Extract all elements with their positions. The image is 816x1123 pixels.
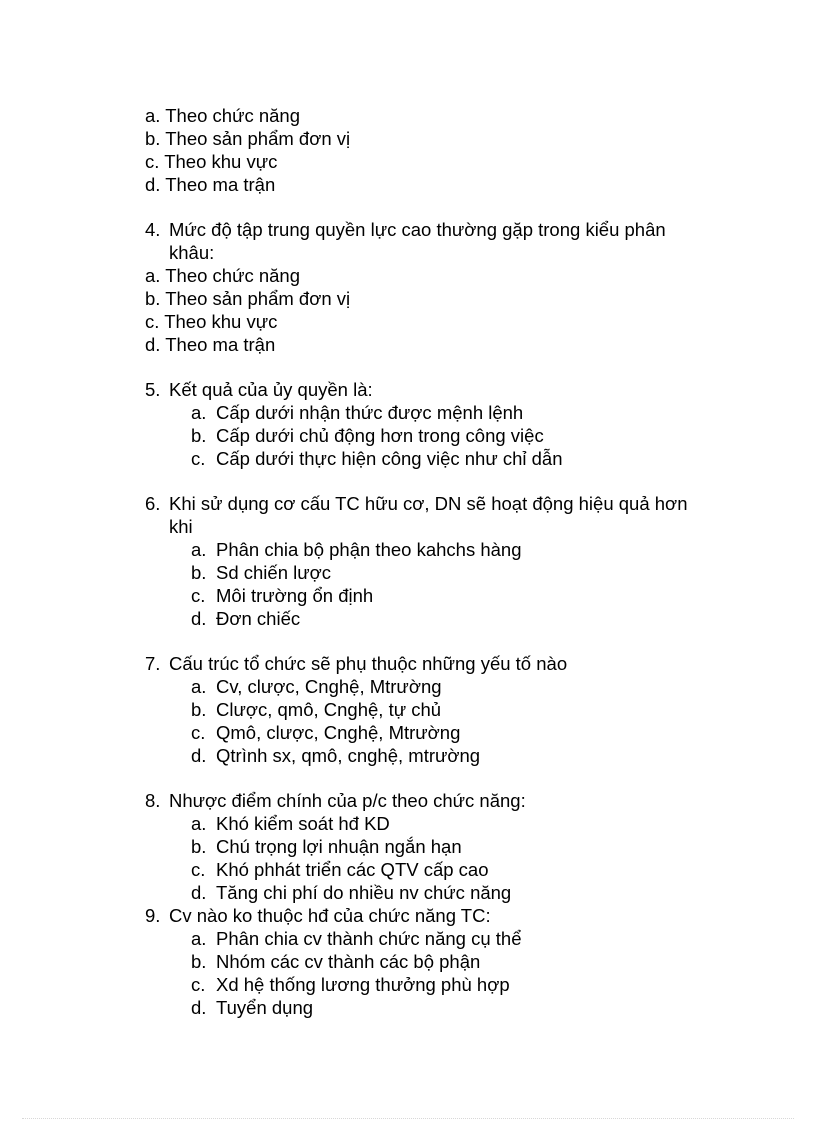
question-4 — [145, 218, 666, 241]
option-letter: b. — [191, 699, 207, 720]
question-text: Kết quả của ủy quyền là: — [169, 379, 373, 400]
q5-option-b — [191, 424, 544, 447]
option-text: Khó kiểm soát hđ KD — [216, 813, 390, 834]
question-text: Cấu trúc tổ chức sẽ phụ thuộc những yếu tố nào — [169, 653, 568, 674]
option-text: Cv, clược, Cnghệ, Mtrường — [216, 676, 442, 697]
question-number: 5. — [145, 379, 161, 400]
q8-option-b — [191, 835, 462, 858]
page-bottom-rule — [22, 1118, 794, 1119]
question-9 — [145, 904, 491, 927]
option-letter: d. — [191, 997, 207, 1018]
option-letter: d. — [191, 882, 207, 903]
question-8 — [145, 789, 526, 812]
q5-option-c — [191, 447, 563, 470]
option-text: Cấp dưới chủ động hơn trong công việc — [216, 425, 544, 446]
option-text: Khó phhát triển các QTV cấp cao — [216, 859, 489, 880]
question-text: Khi sử dụng cơ cấu TC hữu cơ, DN sẽ hoạt động hiệu quả hơn — [169, 493, 688, 514]
option-text: Nhóm các cv thành các bộ phận — [216, 951, 481, 972]
q4-option-d: d. Theo ma trận — [145, 334, 276, 355]
option-letter: b. — [191, 836, 207, 857]
option-text: Môi trường ổn định — [216, 585, 374, 606]
q4-option-b: b. Theo sản phẩm đơn vị — [145, 288, 351, 309]
option-text: Xd hệ thống lương thưởng phù hợp — [216, 974, 510, 995]
option-letter: a. — [191, 928, 207, 949]
question-6-continuation: khi — [169, 516, 193, 537]
option-text: Qtrình sx, qmô, cnghệ, mtrường — [216, 745, 481, 766]
option-letter: c. — [191, 859, 206, 880]
option-text: Phân chia bộ phận theo kahchs hàng — [216, 539, 522, 560]
question-number: 7. — [145, 653, 161, 674]
question-7 — [145, 652, 567, 675]
option-letter: a. — [191, 676, 207, 697]
q7-option-a — [191, 675, 442, 698]
option-text: Tăng chi phí do nhiều nv chức năng — [216, 882, 512, 903]
option-text: Qmô, clược, Cnghệ, Mtrường — [216, 722, 461, 743]
option-letter: b. — [191, 562, 207, 583]
q9-option-d — [191, 996, 313, 1019]
option-text: Phân chia cv thành chức năng cụ thể — [216, 928, 522, 949]
q9-option-c — [191, 973, 510, 996]
question-number: 8. — [145, 790, 161, 811]
q7-option-c — [191, 721, 460, 744]
option-letter: d. — [191, 745, 207, 766]
option-letter: a. — [191, 539, 207, 560]
q4-option-a: a. Theo chức năng — [145, 265, 301, 286]
top-option-d: d. Theo ma trận — [145, 174, 276, 195]
q6-option-a — [191, 538, 522, 561]
q8-option-a — [191, 812, 390, 835]
option-text: Đơn chiếc — [216, 608, 301, 629]
q6-option-b — [191, 561, 331, 584]
q9-option-b — [191, 950, 480, 973]
q7-option-b — [191, 698, 441, 721]
question-5 — [145, 378, 373, 401]
option-text: Cấp dưới nhận thức được mệnh lệnh — [216, 402, 524, 423]
question-text: Mức độ tập trung quyền lực cao thường gặp trong kiểu phân — [169, 219, 666, 240]
top-option-c: c. Theo khu vực — [145, 151, 278, 172]
question-number: 4. — [145, 219, 161, 240]
option-text: Clược, qmô, Cnghệ, tự chủ — [216, 699, 442, 720]
question-4-continuation: khâu: — [169, 242, 215, 263]
option-letter: a. — [191, 813, 207, 834]
option-letter: c. — [191, 448, 206, 469]
q5-option-a — [191, 401, 523, 424]
option-letter: c. — [191, 974, 206, 995]
option-letter: c. — [191, 585, 206, 606]
option-letter: b. — [191, 425, 207, 446]
question-text: Cv nào ko thuộc hđ của chức năng TC: — [169, 905, 491, 926]
option-text: Sd chiến lược — [216, 562, 332, 583]
q8-option-c — [191, 858, 489, 881]
question-number: 6. — [145, 493, 161, 514]
q6-option-d — [191, 607, 300, 630]
option-text: Chú trọng lợi nhuận ngắn hạn — [216, 836, 462, 857]
top-option-a: a. Theo chức năng — [145, 105, 301, 126]
q8-option-d — [191, 881, 511, 904]
option-letter: d. — [191, 608, 207, 629]
top-option-b: b. Theo sản phẩm đơn vị — [145, 128, 351, 149]
option-letter: c. — [191, 722, 206, 743]
question-text: Nhược điểm chính của p/c theo chức năng: — [169, 790, 526, 811]
q6-option-c — [191, 584, 373, 607]
option-letter: b. — [191, 951, 207, 972]
option-letter: a. — [191, 402, 207, 423]
option-text: Cấp dưới thực hiện công việc như chỉ dẫn — [216, 448, 563, 469]
q4-option-c: c. Theo khu vực — [145, 311, 278, 332]
q7-option-d — [191, 744, 480, 767]
question-6 — [145, 492, 687, 515]
q9-option-a — [191, 927, 522, 950]
question-number: 9. — [145, 905, 161, 926]
option-text: Tuyển dụng — [216, 997, 314, 1018]
